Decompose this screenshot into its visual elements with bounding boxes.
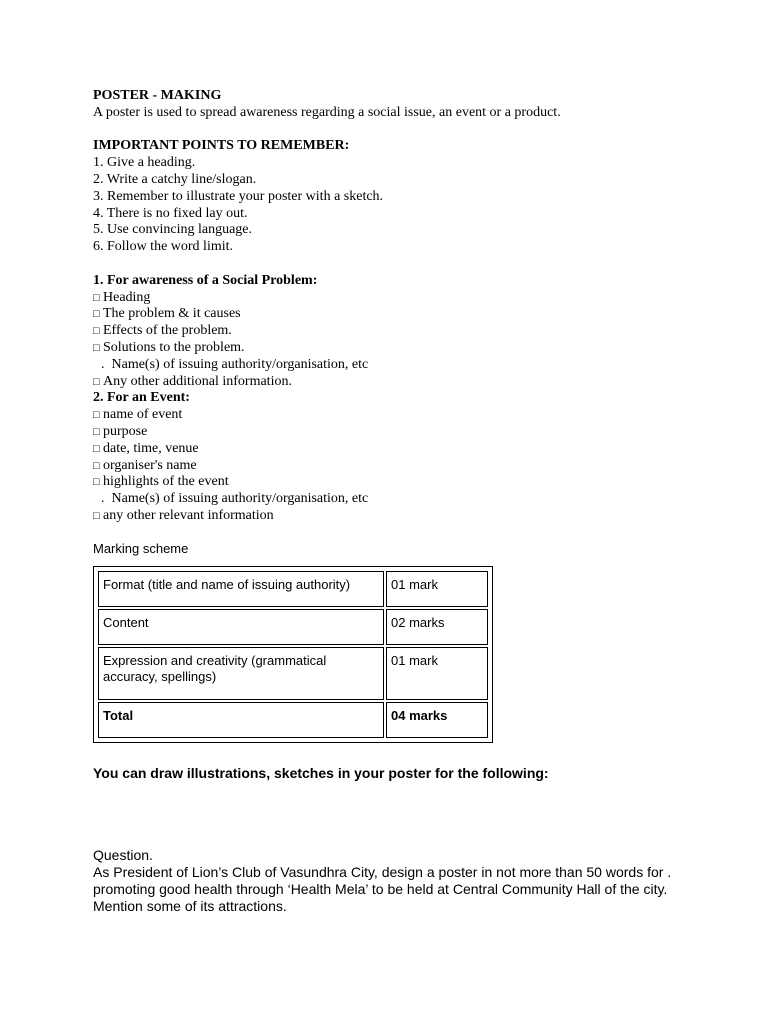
intro-text: A poster is used to spread awareness regarding a social issue, an event or a product. xyxy=(93,104,561,120)
bullet-box-icon xyxy=(93,340,103,357)
list-item: 1. Give a heading. xyxy=(93,155,196,171)
bullet-box-icon xyxy=(93,458,103,475)
list-item: □ Any other additional information. xyxy=(93,374,713,391)
table-row xyxy=(98,571,488,607)
list-item: □ highlights of the event xyxy=(93,474,713,491)
table-row xyxy=(98,702,488,738)
list-item: □ name of event xyxy=(93,407,713,424)
table-cell: Expression and creativity (grammatical accuracy, spellings) xyxy=(98,647,384,700)
social-heading: 1. For awareness of a Social Problem: xyxy=(93,272,318,288)
table-cell: 02 marks xyxy=(386,609,488,645)
bullet-box-icon xyxy=(93,508,103,525)
list-item: □ The problem & it causes xyxy=(93,306,713,323)
bullet-box-icon xyxy=(93,323,103,340)
list-item: □ Solutions to the problem. xyxy=(93,340,713,357)
list-item: 3. Remember to illustrate your poster with a sketch. xyxy=(93,188,384,204)
important-heading: IMPORTANT POINTS TO REMEMBER: xyxy=(93,138,350,154)
table-row xyxy=(98,609,488,645)
bullet-box-icon xyxy=(93,424,103,441)
marking-scheme-label: Marking scheme xyxy=(93,541,189,556)
table-row xyxy=(98,647,488,700)
marking-table xyxy=(93,566,493,743)
bullet-box-icon xyxy=(93,441,103,458)
question-block xyxy=(93,847,693,915)
list-item: □ purpose xyxy=(93,424,713,441)
table-cell: Format (title and name of issuing authority) xyxy=(98,571,384,607)
question-text: As President of Lion’s Club of Vasundhra City, design a poster in not more than 50 words for . promoting good health through ‘Health Mela’ to be held at Central Community Hall of the city. Mention some of its attractions. xyxy=(93,864,672,914)
bullet-box-icon xyxy=(93,290,103,307)
illustrations-note: You can draw illustrations, sketches in your poster for the following: xyxy=(93,765,549,781)
question-label: Question. xyxy=(93,847,153,863)
list-item: 2. Write a catchy line/slogan. xyxy=(93,171,257,187)
list-item: . Name(s) of issuing authority/organisation, etc xyxy=(101,356,369,372)
event-heading: 2. For an Event: xyxy=(93,390,190,406)
bullet-box-icon xyxy=(93,474,103,491)
bullet-box-icon xyxy=(93,374,103,391)
list-item: 6. Follow the word limit. xyxy=(93,239,233,255)
table-cell: 04 marks xyxy=(386,702,488,738)
bullet-box-icon xyxy=(93,306,103,323)
table-cell: 01 mark xyxy=(386,647,488,700)
list-item: . Name(s) of issuing authority/organisation, etc xyxy=(101,491,369,507)
bullet-box-icon xyxy=(93,407,103,424)
list-item: 4. There is no fixed lay out. xyxy=(93,205,248,221)
page-title: POSTER - MAKING xyxy=(93,88,222,103)
list-item: 5. Use convincing language. xyxy=(93,222,253,238)
list-item: □ any other relevant information xyxy=(93,508,713,525)
table-cell: 01 mark xyxy=(386,571,488,607)
list-item: □ Heading xyxy=(93,290,713,307)
document-body xyxy=(93,88,713,525)
table-cell: Total xyxy=(98,702,384,738)
list-item: □ Effects of the problem. xyxy=(93,323,713,340)
list-item: □ organiser's name xyxy=(93,458,713,475)
list-item: □ date, time, venue xyxy=(93,441,713,458)
table-cell: Content xyxy=(98,609,384,645)
